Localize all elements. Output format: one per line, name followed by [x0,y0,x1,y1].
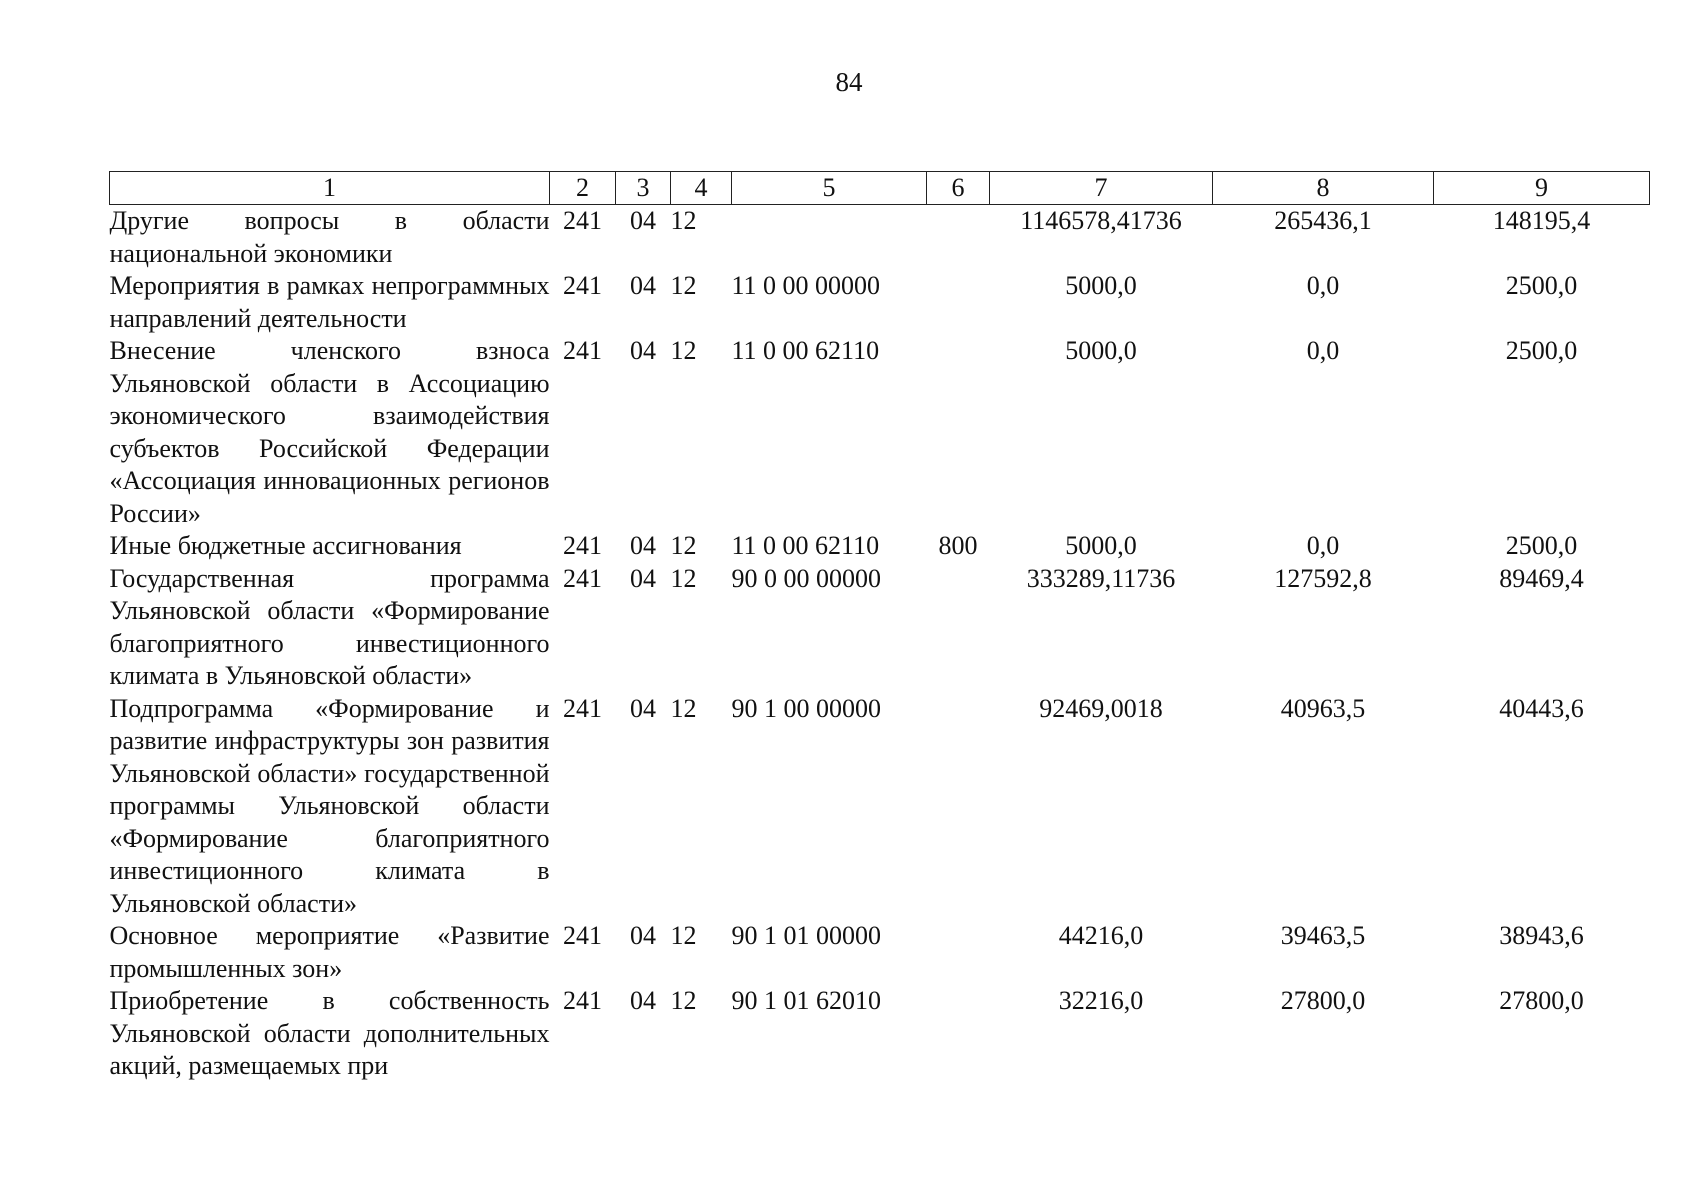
cell-col4: 12 [670,271,697,300]
cell-col4: 12 [670,693,697,723]
cell-col8: 0,0 [1306,531,1340,560]
row-name: Государственная программа Ульяновской области «Формирование благоприятного инвестиционного климата в Ульяновской области» [109,563,550,690]
column-header: 1 [110,172,550,205]
cell-col6 [927,205,990,271]
cell-col5: 90 0 00 00000 [731,563,881,593]
cell-col3: 04 [630,271,656,300]
cell-col6 [927,985,990,1083]
page-number: 84 [835,67,863,97]
column-header: 6 [927,172,990,205]
cell-col4: 12 [670,336,697,365]
cell-col7: 5000,0 [1065,271,1137,300]
table-row [110,205,1650,271]
cell-col7: 5000,0 [1065,336,1137,365]
table-header-row [110,172,1650,205]
cell-col3: 04 [630,921,656,950]
cell-col9: 27800,0 [1499,986,1584,1015]
row-name: Приобретение в собственность Ульяновской области дополнительных акций, размещаемых при [109,986,550,1080]
column-header: 4 [671,172,732,205]
cell-col7: 1146578,41736 [1020,206,1182,235]
table-row [110,920,1650,985]
cell-col3: 04 [630,336,656,365]
cell-col8: 27800,0 [1280,986,1366,1015]
cell-col5: 90 1 01 62010 [731,986,881,1015]
cell-col8: 0,0 [1306,271,1340,300]
cell-col3: 04 [630,986,656,1015]
table-row [110,693,1650,921]
budget-table [109,171,1650,1083]
table-row [110,985,1650,1083]
cell-col5: 11 0 00 00000 [731,271,881,300]
cell-col3: 04 [630,206,656,235]
cell-col2: 241 [563,271,602,300]
cell-col7: 92469,0018 [1039,693,1163,723]
table-row [110,563,1650,693]
cell-col5: 90 1 01 00000 [731,921,881,950]
cell-col9: 2500,0 [1505,336,1578,365]
column-header: 9 [1434,172,1650,205]
cell-col2: 241 [563,921,602,950]
cell-col7: 333289,11736 [1026,563,1176,593]
cell-col3: 04 [630,563,656,593]
row-name: Внесение членского взноса Ульяновской области в Ассоциацию экономического взаимодействия субъектов Российской Федерации «Ассоциация инновационных регионов России» [109,336,550,528]
cell-col7: 44216,0 [1058,921,1144,950]
cell-col2: 241 [563,206,602,235]
cell-col4: 12 [670,206,697,235]
row-name: Основное мероприятие «Развитие промышленных зон» [109,921,550,983]
cell-col2: 241 [563,563,602,593]
row-name: Мероприятия в рамках непрограммных направлений деятельности [109,271,550,333]
table-row [110,335,1650,530]
cell-col5 [732,205,927,271]
cell-col9: 148195,4 [1492,206,1591,235]
row-name: Иные бюджетные ассигнования [109,531,462,560]
cell-col9: 38943,6 [1499,921,1584,950]
column-header: 2 [550,172,616,205]
cell-col2: 241 [563,693,602,723]
column-header: 7 [990,172,1213,205]
table-row [110,270,1650,335]
cell-col3: 04 [630,693,656,723]
cell-col3: 04 [630,531,656,560]
row-name: Подпрограмма «Формирование и развитие инфраструктуры зон развития Ульяновской области» государственной программы Ульяновской области «Формирование благоприятного инвестиционного климата в Ульяновской области» [109,693,550,918]
cell-col7: 32216,0 [1058,986,1144,1015]
cell-col8: 39463,5 [1280,921,1366,950]
cell-col8: 265436,1 [1274,206,1372,235]
cell-col6 [927,335,990,530]
cell-col9: 89469,4 [1499,563,1584,593]
cell-col6: 800 [938,531,978,560]
cell-col9: 40443,6 [1499,693,1584,723]
cell-col5: 11 0 00 62110 [731,531,880,560]
cell-col6 [927,270,990,335]
cell-col7: 5000,0 [1065,531,1137,560]
cell-col6 [927,563,990,693]
cell-col6 [927,693,990,921]
column-header: 5 [732,172,927,205]
cell-col6 [927,920,990,985]
cell-col2: 241 [563,531,602,560]
cell-col8: 127592,8 [1274,563,1372,593]
cell-col4: 12 [670,921,697,950]
cell-col4: 12 [670,986,697,1015]
cell-col8: 0,0 [1306,336,1340,365]
column-header: 8 [1213,172,1434,205]
row-name: Другие вопросы в области национальной экономики [109,206,550,268]
cell-col5: 90 1 00 00000 [731,693,881,723]
cell-col9: 2500,0 [1505,271,1578,300]
cell-col8: 40963,5 [1280,693,1366,723]
table-row [110,530,1650,563]
cell-col2: 241 [563,336,602,365]
cell-col4: 12 [670,563,697,593]
cell-col4: 12 [670,531,697,560]
cell-col5: 11 0 00 62110 [731,336,880,365]
cell-col2: 241 [563,986,602,1015]
cell-col9: 2500,0 [1505,531,1578,560]
column-header: 3 [616,172,671,205]
